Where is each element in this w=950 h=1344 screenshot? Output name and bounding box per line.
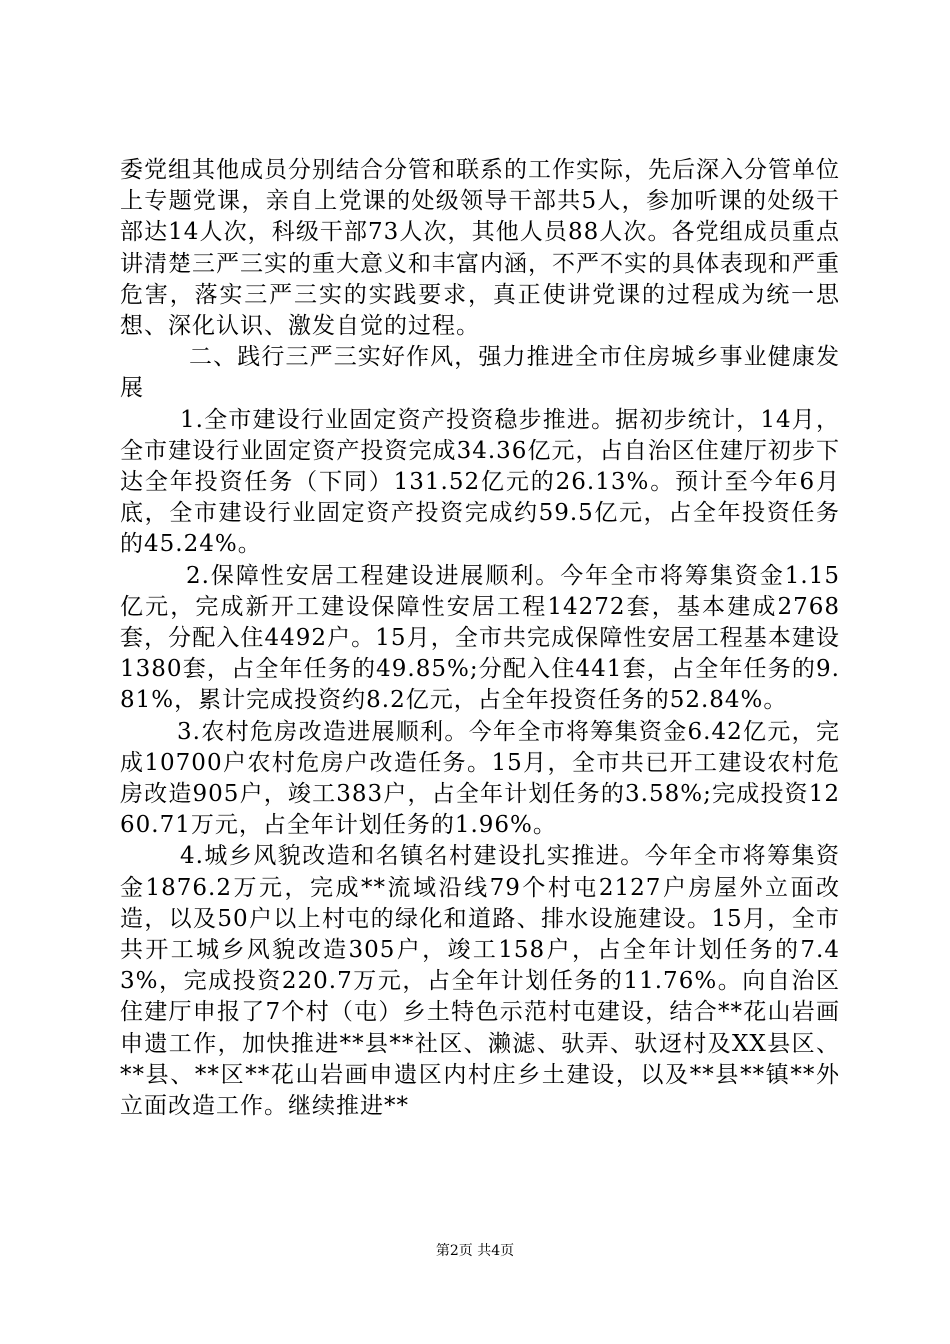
page-footer: 第2页 共4页 (435, 1243, 515, 1259)
document-body (120, 155, 840, 1122)
body-paragraph: 二、践行三严三实好作风，强力推进全市住房城乡事业健康发展 (120, 344, 840, 402)
body-paragraph: 4.城乡风貌改造和名镇名村建设扎实推进。今年全市将筹集资金1876.2万元，完成**流域沿线79个村屯2127户房屋外立面改造，以及50户以上村屯的绿化和道路、排水设施建设。15月，全市共开工城乡风貌改造305户，竣工158户，占全年计划任务的7.43%，完成投资220.7万元，占全年计划任务的11.76%。向自治区住建厅申报了7个村（屯）乡土特色示范村屯建设，结合**花山岩画申遗工作，加快推进**县**社区、濑滤、驮弄、驮迓村及XX县区、**县、**区**花山岩画申遗区内村庄乡土建设，以及**县**镇**外立面改造工作。继续推进** (120, 843, 840, 1120)
body-paragraph: 3.农村危房改造进展顺利。今年全市将筹集资金6.42亿元，完成10700户农村危房户改造任务。15月，全市共已开工建设农村危房改造905户，竣工383户，占全年计划任务的3.58%;完成投资1260.71万元，占全年计划任务的1.96%。 (120, 718, 840, 839)
body-paragraph: 1.全市建设行业固定资产投资稳步推进。据初步统计，14月，全市建设行业固定资产投资完成34.36亿元，占自治区住建厅初步下达全年投资任务（下同）131.52亿元的26.13%。预计至今年6月底，全市建设行业固定资产投资完成约59.5亿元，占全年投资任务的45.24%。 (120, 406, 840, 558)
body-paragraph: 2.保障性安居工程建设进展顺利。今年全市将筹集资金1.15亿元，完成新开工建设保障性安居工程14272套，基本建成2768套，分配入住4492户。15月，全市共完成保障性安居工程基本建设1380套，占全年任务的49.85%;分配入住441套，占全年任务的9.81%，累计完成投资约8.2亿元，占全年投资任务的52.84%。 (120, 562, 840, 714)
body-paragraph: 委党组其他成员分别结合分管和联系的工作实际，先后深入分管单位上专题党课，亲自上党课的处级领导干部共5人，参加听课的处级干部达14人次，科级干部73人次，其他人员88人次。各党组成员重点讲清楚三严三实的重大意义和丰富内涵，不严不实的具体表现和严重危害，落实三严三实的实践要求，真正使讲党课的过程成为统一思想、深化认识、激发自觉的过程。 (120, 157, 840, 340)
